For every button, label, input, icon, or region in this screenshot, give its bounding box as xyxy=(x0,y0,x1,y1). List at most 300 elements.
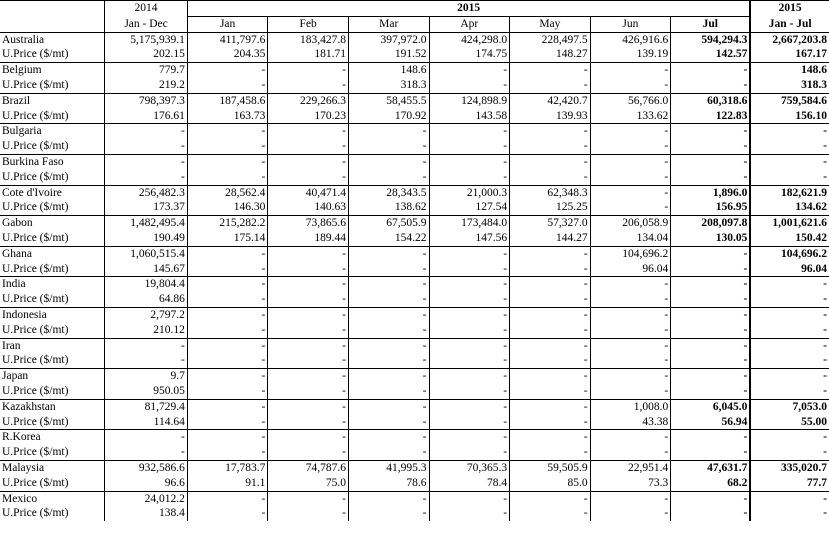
unit-price-cell: 170.92 xyxy=(348,109,429,124)
unit-price-cell: - xyxy=(750,323,829,338)
unit-price-cell: 143.58 xyxy=(429,109,510,124)
country-name: Ghana xyxy=(0,246,105,261)
unit-price-cell: - xyxy=(750,384,829,399)
table-row-unit-price xyxy=(0,506,829,521)
unit-price-cell: - xyxy=(268,415,349,430)
quantity-cell: - xyxy=(268,307,349,322)
quantity-cell: - xyxy=(348,338,429,353)
unit-price-cell: - xyxy=(268,353,349,368)
quantity-cell: - xyxy=(750,277,829,292)
unit-price-cell: - xyxy=(429,445,510,460)
quantity-cell: - xyxy=(187,430,268,445)
quantity-cell: - xyxy=(187,399,268,414)
quantity-cell: - xyxy=(671,430,751,445)
unit-price-cell: - xyxy=(750,292,829,307)
table-row-quantity xyxy=(0,246,829,261)
header-corner-2 xyxy=(0,16,105,32)
unit-price-cell: - xyxy=(590,353,671,368)
unit-price-cell: - xyxy=(590,506,671,521)
unit-price-cell: - xyxy=(510,445,591,460)
quantity-cell: - xyxy=(105,154,188,169)
table-row-unit-price xyxy=(0,384,829,399)
unit-price-cell: 176.61 xyxy=(105,109,188,124)
unit-price-cell: 170.23 xyxy=(268,109,349,124)
unit-price-cell: - xyxy=(187,323,268,338)
quantity-cell: - xyxy=(187,369,268,384)
table-row-quantity xyxy=(0,307,829,322)
unit-price-cell: - xyxy=(348,292,429,307)
quantity-cell: - xyxy=(750,307,829,322)
unit-price-cell: 146.30 xyxy=(187,200,268,215)
quantity-cell: 594,294.3 xyxy=(671,32,751,47)
header-row-periods xyxy=(0,16,829,32)
quantity-cell: 411,797.6 xyxy=(187,32,268,47)
unit-price-cell: - xyxy=(105,170,188,185)
unit-price-cell: 96.6 xyxy=(105,476,188,491)
country-name: Mexico xyxy=(0,491,105,506)
unit-price-cell: 85.0 xyxy=(510,476,591,491)
country-name: Kazakhstan xyxy=(0,399,105,414)
quantity-cell: 187,458.6 xyxy=(187,93,268,108)
unit-price-cell: - xyxy=(510,506,591,521)
table-row-unit-price xyxy=(0,292,829,307)
quantity-cell: 19,804.4 xyxy=(105,277,188,292)
unit-price-cell: - xyxy=(268,139,349,154)
unit-price-cell: 148.27 xyxy=(510,47,591,62)
unit-price-cell: - xyxy=(671,170,751,185)
unit-price-cell: 96.04 xyxy=(590,262,671,277)
table-row-unit-price xyxy=(0,445,829,460)
quantity-cell: - xyxy=(268,399,349,414)
quantity-cell: 228,497.5 xyxy=(510,32,591,47)
quantity-cell: - xyxy=(348,491,429,506)
quantity-cell: - xyxy=(187,154,268,169)
quantity-cell: - xyxy=(590,277,671,292)
unit-price-cell: - xyxy=(105,353,188,368)
quantity-cell: 208,097.8 xyxy=(671,216,751,231)
unit-price-cell: - xyxy=(268,170,349,185)
quantity-cell: - xyxy=(429,369,510,384)
quantity-cell: 21,000.3 xyxy=(429,185,510,200)
quantity-cell: - xyxy=(510,154,591,169)
unit-price-cell: - xyxy=(671,292,751,307)
table-row-quantity xyxy=(0,399,829,414)
quantity-cell: 1,896.0 xyxy=(671,185,751,200)
country-name: Belgium xyxy=(0,63,105,78)
table-row-unit-price xyxy=(0,139,829,154)
table-row-unit-price xyxy=(0,47,829,62)
unit-price-cell: - xyxy=(348,384,429,399)
unit-price-cell: 219.2 xyxy=(105,78,188,93)
unit-price-cell: 318.3 xyxy=(750,78,829,93)
quantity-cell: 6,045.0 xyxy=(671,399,751,414)
unit-price-label: U.Price ($/mt) xyxy=(2,415,69,428)
quantity-cell: 5,175,939.1 xyxy=(105,32,188,47)
quantity-cell: 22,951.4 xyxy=(590,460,671,475)
unit-price-cell: - xyxy=(348,353,429,368)
unit-price-cell: - xyxy=(348,262,429,277)
quantity-cell: - xyxy=(510,277,591,292)
unit-price-cell: 64.86 xyxy=(105,292,188,307)
unit-price-cell: - xyxy=(671,506,751,521)
quantity-cell: - xyxy=(590,307,671,322)
quantity-cell: 28,562.4 xyxy=(187,185,268,200)
table-row-unit-price xyxy=(0,415,829,430)
unit-price-cell: - xyxy=(187,78,268,93)
unit-price-cell: 55.00 xyxy=(750,415,829,430)
unit-price-cell: 96.04 xyxy=(750,262,829,277)
quantity-cell: - xyxy=(671,491,751,506)
unit-price-cell: 68.2 xyxy=(671,476,751,491)
quantity-cell: - xyxy=(590,369,671,384)
quantity-cell: 124,898.9 xyxy=(429,93,510,108)
table-row-unit-price xyxy=(0,170,829,185)
unit-price-cell: - xyxy=(429,262,510,277)
quantity-cell: 74,787.6 xyxy=(268,460,349,475)
quantity-cell: 148.6 xyxy=(750,63,829,78)
table-row-quantity xyxy=(0,124,829,139)
unit-price-cell: 139.93 xyxy=(510,109,591,124)
header-year-2015-total: 2015 xyxy=(750,1,829,17)
country-name: Australia xyxy=(0,32,105,47)
quantity-cell: - xyxy=(105,124,188,139)
quantity-cell: - xyxy=(348,430,429,445)
quantity-cell: - xyxy=(429,430,510,445)
country-name: Iran xyxy=(0,338,105,353)
table-row-unit-price xyxy=(0,109,829,124)
quantity-cell: - xyxy=(348,277,429,292)
unit-price-cell: 181.71 xyxy=(268,47,349,62)
header-month-jun: Jun xyxy=(590,16,671,32)
unit-price-cell: 154.22 xyxy=(348,231,429,246)
unit-price-cell: - xyxy=(671,323,751,338)
unit-price-cell: 189.44 xyxy=(268,231,349,246)
quantity-cell: 1,001,621.6 xyxy=(750,216,829,231)
quantity-cell: - xyxy=(750,124,829,139)
unit-price-cell: 139.19 xyxy=(590,47,671,62)
quantity-cell: - xyxy=(671,338,751,353)
quantity-cell: 426,916.6 xyxy=(590,32,671,47)
quantity-cell: - xyxy=(348,399,429,414)
quantity-cell: - xyxy=(268,277,349,292)
table-row-quantity xyxy=(0,460,829,475)
unit-price-cell: 173.37 xyxy=(105,200,188,215)
quantity-cell: 67,505.9 xyxy=(348,216,429,231)
unit-price-cell: 78.6 xyxy=(348,476,429,491)
unit-price-cell: - xyxy=(187,445,268,460)
unit-price-cell: - xyxy=(187,415,268,430)
quantity-cell: 7,053.0 xyxy=(750,399,829,414)
unit-price-cell: 163.73 xyxy=(187,109,268,124)
unit-price-cell: - xyxy=(510,170,591,185)
header-month-jul: Jul xyxy=(671,16,751,32)
unit-price-label: U.Price ($/mt) xyxy=(2,170,69,183)
unit-price-cell: - xyxy=(590,292,671,307)
table-row-quantity xyxy=(0,216,829,231)
unit-price-cell: - xyxy=(671,353,751,368)
unit-price-cell: - xyxy=(510,353,591,368)
quantity-cell: - xyxy=(671,307,751,322)
unit-price-cell: 142.57 xyxy=(671,47,751,62)
quantity-cell: - xyxy=(429,63,510,78)
unit-price-cell: - xyxy=(429,415,510,430)
table-row-quantity xyxy=(0,369,829,384)
unit-price-cell: - xyxy=(671,384,751,399)
quantity-cell: 148.6 xyxy=(348,63,429,78)
table-row-quantity xyxy=(0,185,829,200)
country-name: Bulgaria xyxy=(0,124,105,139)
quantity-cell: - xyxy=(510,307,591,322)
quantity-cell: - xyxy=(268,430,349,445)
header-month-jan: Jan xyxy=(187,16,268,32)
quantity-cell: - xyxy=(268,491,349,506)
table-row-unit-price xyxy=(0,476,829,491)
quantity-cell: 47,631.7 xyxy=(671,460,751,475)
quantity-cell: 57,327.0 xyxy=(510,216,591,231)
unit-price-cell: - xyxy=(510,139,591,154)
unit-price-cell: 191.52 xyxy=(348,47,429,62)
quantity-cell: - xyxy=(187,246,268,261)
unit-price-cell: 130.05 xyxy=(671,231,751,246)
quantity-cell: 104,696.2 xyxy=(590,246,671,261)
unit-price-cell: - xyxy=(750,445,829,460)
unit-price-cell: 73.3 xyxy=(590,476,671,491)
country-name: Cote d'Ivoire xyxy=(0,185,105,200)
table-row-quantity xyxy=(0,277,829,292)
country-name: Japan xyxy=(0,369,105,384)
quantity-cell: 229,266.3 xyxy=(268,93,349,108)
unit-price-label: U.Price ($/mt) xyxy=(2,354,69,367)
unit-price-cell: 127.54 xyxy=(429,200,510,215)
unit-price-cell: - xyxy=(348,415,429,430)
unit-price-cell: - xyxy=(187,139,268,154)
quantity-cell: - xyxy=(348,246,429,261)
quantity-cell: 173,484.0 xyxy=(429,216,510,231)
unit-price-label: U.Price ($/mt) xyxy=(2,201,69,214)
quantity-cell: 397,972.0 xyxy=(348,32,429,47)
quantity-cell: 1,482,495.4 xyxy=(105,216,188,231)
country-name: Malaysia xyxy=(0,460,105,475)
unit-price-cell: - xyxy=(105,139,188,154)
quantity-cell: - xyxy=(429,491,510,506)
unit-price-cell: - xyxy=(268,262,349,277)
unit-price-cell: - xyxy=(268,506,349,521)
header-year-2014: 2014 xyxy=(105,1,188,17)
unit-price-cell: 167.17 xyxy=(750,47,829,62)
unit-price-cell: 43.38 xyxy=(590,415,671,430)
table-row-quantity xyxy=(0,430,829,445)
unit-price-label: U.Price ($/mt) xyxy=(2,323,69,336)
unit-price-cell: 134.04 xyxy=(590,231,671,246)
quantity-cell: 798,397.3 xyxy=(105,93,188,108)
unit-price-cell: - xyxy=(105,445,188,460)
quantity-cell: - xyxy=(187,307,268,322)
unit-price-cell: - xyxy=(590,445,671,460)
quantity-cell: - xyxy=(510,399,591,414)
quantity-cell: - xyxy=(671,277,751,292)
unit-price-cell: - xyxy=(429,384,510,399)
quantity-cell: - xyxy=(187,491,268,506)
unit-price-cell: - xyxy=(510,78,591,93)
unit-price-cell: - xyxy=(268,78,349,93)
table-row-unit-price xyxy=(0,200,829,215)
unit-price-cell: 156.95 xyxy=(671,200,751,215)
unit-price-cell: - xyxy=(348,170,429,185)
quantity-cell: - xyxy=(187,277,268,292)
quantity-cell: - xyxy=(590,185,671,200)
quantity-cell: 9.7 xyxy=(105,369,188,384)
quantity-cell: 182,621.9 xyxy=(750,185,829,200)
quantity-cell: - xyxy=(348,124,429,139)
quantity-cell: - xyxy=(671,63,751,78)
unit-price-label: U.Price ($/mt) xyxy=(2,507,69,520)
header-row-years xyxy=(0,1,829,17)
quantity-cell: 206,058.9 xyxy=(590,216,671,231)
quantity-cell: 42,420.7 xyxy=(510,93,591,108)
quantity-cell: - xyxy=(590,430,671,445)
unit-price-cell: - xyxy=(187,262,268,277)
unit-price-cell: 78.4 xyxy=(429,476,510,491)
unit-price-cell: 202.15 xyxy=(105,47,188,62)
quantity-cell: - xyxy=(590,338,671,353)
quantity-cell: 73,865.6 xyxy=(268,216,349,231)
table-row-unit-price xyxy=(0,262,829,277)
unit-price-cell: 138.4 xyxy=(105,506,188,521)
quantity-cell: - xyxy=(671,246,751,261)
quantity-cell: - xyxy=(590,491,671,506)
quantity-cell: - xyxy=(429,154,510,169)
quantity-cell: - xyxy=(429,399,510,414)
quantity-cell: - xyxy=(429,338,510,353)
quantity-cell: 932,586.6 xyxy=(105,460,188,475)
quantity-cell: - xyxy=(268,124,349,139)
quantity-cell: - xyxy=(429,277,510,292)
unit-price-cell: - xyxy=(348,445,429,460)
table-row-quantity xyxy=(0,491,829,506)
quantity-cell: 81,729.4 xyxy=(105,399,188,414)
quantity-cell: 28,343.5 xyxy=(348,185,429,200)
quantity-cell: 256,482.3 xyxy=(105,185,188,200)
quantity-cell: - xyxy=(510,124,591,139)
quantity-cell: - xyxy=(268,338,349,353)
quantity-cell: 62,348.3 xyxy=(510,185,591,200)
country-name: Indonesia xyxy=(0,307,105,322)
unit-price-cell: - xyxy=(590,384,671,399)
quantity-cell: - xyxy=(187,338,268,353)
country-name: Brazil xyxy=(0,93,105,108)
unit-price-cell: - xyxy=(750,170,829,185)
quantity-cell: - xyxy=(429,307,510,322)
country-name: India xyxy=(0,277,105,292)
table-row-quantity xyxy=(0,338,829,353)
unit-price-cell: 204.35 xyxy=(187,47,268,62)
quantity-cell: - xyxy=(510,491,591,506)
unit-price-cell: - xyxy=(510,323,591,338)
unit-price-cell: - xyxy=(750,506,829,521)
quantity-cell: - xyxy=(750,154,829,169)
header-corner xyxy=(0,1,105,17)
quantity-cell: - xyxy=(187,63,268,78)
quantity-cell: - xyxy=(268,369,349,384)
header-month-apr: Apr xyxy=(429,16,510,32)
unit-price-cell: - xyxy=(671,262,751,277)
quantity-cell: - xyxy=(590,63,671,78)
unit-price-cell: - xyxy=(348,506,429,521)
unit-price-cell: - xyxy=(348,323,429,338)
quantity-cell: 70,365.3 xyxy=(429,460,510,475)
unit-price-label: U.Price ($/mt) xyxy=(2,446,69,459)
unit-price-cell: 150.42 xyxy=(750,231,829,246)
table-row-quantity xyxy=(0,93,829,108)
quantity-cell: - xyxy=(105,430,188,445)
unit-price-cell: - xyxy=(510,384,591,399)
quantity-cell: - xyxy=(429,246,510,261)
unit-price-cell: - xyxy=(750,139,829,154)
quantity-cell: - xyxy=(268,63,349,78)
unit-price-cell: - xyxy=(187,506,268,521)
quantity-cell: - xyxy=(750,430,829,445)
quantity-cell: 40,471.4 xyxy=(268,185,349,200)
quantity-cell: - xyxy=(750,369,829,384)
unit-price-cell: 138.62 xyxy=(348,200,429,215)
unit-price-label: U.Price ($/mt) xyxy=(2,109,69,122)
quantity-cell: 2,797.2 xyxy=(105,307,188,322)
quantity-cell: 1,008.0 xyxy=(590,399,671,414)
quantity-cell: - xyxy=(348,154,429,169)
quantity-cell: 183,427.8 xyxy=(268,32,349,47)
unit-price-cell: - xyxy=(510,262,591,277)
unit-price-cell: - xyxy=(590,170,671,185)
unit-price-cell: 175.14 xyxy=(187,231,268,246)
unit-price-cell: 174.75 xyxy=(429,47,510,62)
quantity-cell: - xyxy=(510,369,591,384)
header-year-2015: 2015 xyxy=(187,1,750,17)
table-row-quantity xyxy=(0,63,829,78)
unit-price-cell: - xyxy=(429,353,510,368)
unit-price-label: U.Price ($/mt) xyxy=(2,293,69,306)
unit-price-cell: - xyxy=(268,292,349,307)
unit-price-cell: 134.62 xyxy=(750,200,829,215)
unit-price-cell: - xyxy=(510,415,591,430)
header-month-mar: Mar xyxy=(348,16,429,32)
unit-price-cell: 145.67 xyxy=(105,262,188,277)
quantity-cell: - xyxy=(268,154,349,169)
quantity-cell: 779.7 xyxy=(105,63,188,78)
unit-price-cell: - xyxy=(187,353,268,368)
unit-price-cell: - xyxy=(429,292,510,307)
unit-price-cell: 77.7 xyxy=(750,476,829,491)
quantity-cell: 335,020.7 xyxy=(750,460,829,475)
unit-price-cell: - xyxy=(671,445,751,460)
unit-price-cell: 318.3 xyxy=(348,78,429,93)
header-month-may: May xyxy=(510,16,591,32)
unit-price-cell: - xyxy=(590,78,671,93)
unit-price-cell: 147.56 xyxy=(429,231,510,246)
unit-price-cell: 156.10 xyxy=(750,109,829,124)
quantity-cell: 60,318.6 xyxy=(671,93,751,108)
quantity-cell: 424,298.0 xyxy=(429,32,510,47)
quantity-cell: 759,584.6 xyxy=(750,93,829,108)
unit-price-label: U.Price ($/mt) xyxy=(2,48,69,61)
unit-price-cell: - xyxy=(429,506,510,521)
quantity-cell: 41,995.3 xyxy=(348,460,429,475)
unit-price-cell: - xyxy=(187,384,268,399)
quantity-cell: 1,060,515.4 xyxy=(105,246,188,261)
unit-price-label: U.Price ($/mt) xyxy=(2,384,69,397)
unit-price-cell: 75.0 xyxy=(268,476,349,491)
quantity-cell: - xyxy=(750,491,829,506)
quantity-cell: 215,282.2 xyxy=(187,216,268,231)
